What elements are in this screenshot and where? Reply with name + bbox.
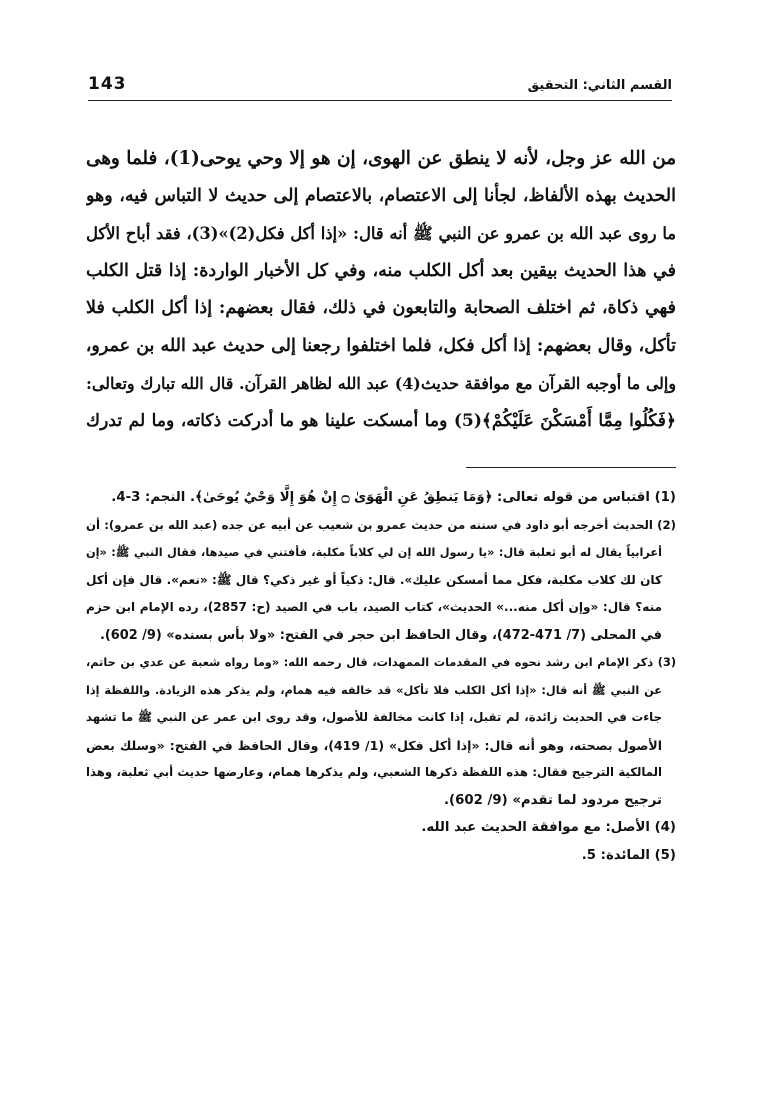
footnote-line: (4) الأصل: مع موافقة الحديث عبد الله.	[421, 820, 676, 835]
running-title: القسم الثاني: التحقيق	[527, 78, 672, 93]
footnote-line: عن النبي ﷺ أنه قال: «إذا أكل الكلب فلا تأكل» قد خالفه فيه همام، ولم يذكر هذه الزيادة. واللفظة إذا	[86, 683, 662, 697]
body-line: ما روى عبد الله بن عمرو عن النبي ﷺ أنه قال: «إذا أكل فكل(2)»(3)، فقد أباح الأكل	[86, 224, 676, 243]
body-line: وإلى ما أوجبه القرآن مع موافقة حديث(4) عبد الله لظاهر القرآن. قال الله تبارك وتعالى:	[86, 374, 676, 393]
footnote-line: (2) الحديث أخرجه أبو داود في سننه من حديث عمرو بن شعيب عن أبيه عن جده (عبد الله بن عمرو): أن	[86, 517, 676, 532]
footnote-line: (1) اقتباس من قوله تعالى: ﴿وَمَا يَنطِقُ عَنِ الْهَوَىٰ ۝ إِنْ هُوَ إِلَّا وَحْيٌ يُوحَىٰ﴾. النجم: 3-4.	[111, 490, 676, 505]
footnote-line: (3) ذكر الإمام ابن رشد نحوه في المقدمات الممهدات، قال رحمه الله: «وما رواه شعبة عن عدي بن حاتم،	[86, 656, 676, 669]
footnote-3	[86, 649, 676, 814]
body-line: الحديث بهذه الألفاظ، لجأنا إلى الاعتصام، بالاعتصام إلى حديث لا التباس فيه، وهو	[86, 185, 676, 206]
body-line: ﴿فَكُلُوا مِمَّا أَمْسَكْنَ عَلَيْكُمْ﴾(5) وما أمسكت علينا هو ما أدركت ذكاته، وما لم تدرك	[86, 410, 676, 431]
page-number: 143	[88, 74, 127, 94]
body-line: في هذا الحديث بيقين بعد أكل الكلب منه، وفي كل الأخبار الواردة: إذا قتل الكلب	[86, 260, 676, 281]
footnote-line: (5) المائدة: 5.	[581, 847, 676, 863]
footnotes	[86, 484, 676, 869]
footnote-line: كان لك كلاب مكلبة، فكل مما أمسكن عليك». قال: ذكياً أو غير ذكي؟ قال ﷺ: «نعم». قال فإن أكل	[86, 572, 662, 587]
footnote-line: المالكية الترجيح فقال: هذه اللفظة ذكرها الشعبي، ولم يذكرها همام، وعارضها حديث أبي ثعلبة، وهذا	[86, 765, 662, 779]
page-header	[88, 70, 672, 101]
footnote-2	[86, 512, 676, 650]
footnote-line: أعرابياً يقال له أبو ثعلبة قال: «يا رسول الله إن لي كلاباً مكلبة، فأفتني في صيدها، فقال النبي ﷺ: «إن	[86, 546, 662, 559]
body-line: تأكل، وقال بعضهم: إذا أكل فكل، فلما اختلفوا رجعنا إلى حديث عبد الله بن عمرو،	[86, 335, 676, 356]
body-line: من الله عز وجل، لأنه لا ينطق عن الهوى، إن هو إلا وحي يوحى(1)، فلما وهى	[86, 148, 676, 169]
footnote-line: منه؟ قال: «وإن أكل منه...» الحديث»، كتاب الصيد، باب في الصيد (ح: 2857)، رده الإمام ابن حزم	[86, 600, 662, 614]
footnote-line: جاءت في الحديث زائدة، لم تقبل، إذا كانت مخالفة للأصول، وقد روى ابن عمر عن النبي ﷺ ما تشهد	[86, 710, 662, 724]
footnote-4	[86, 814, 676, 842]
footnote-separator	[466, 467, 676, 468]
footnote-5	[86, 842, 676, 870]
main-body-text	[86, 140, 676, 440]
footnote-line: ترجيح مردود لما تقدم» (9/ 602).	[443, 792, 662, 808]
footnote-line: الأصول بصحته، وهو أنه قال: «إذا أكل فكل» (1/ 419)، وقال الحافظ في الفتح: «وسلك بعض	[86, 737, 662, 753]
body-line: فهي ذكاة، ثم اختلف الصحابة والتابعون في ذلك، فقال بعضهم: إذا أكل الكلب فلا	[86, 298, 676, 318]
footnote-1	[86, 484, 676, 512]
footnote-line: في المحلى (7/ 471-472)، وقال الحافظ ابن حجر في الفتح: «ولا بأس بسنده» (9/ 602).	[99, 627, 662, 643]
